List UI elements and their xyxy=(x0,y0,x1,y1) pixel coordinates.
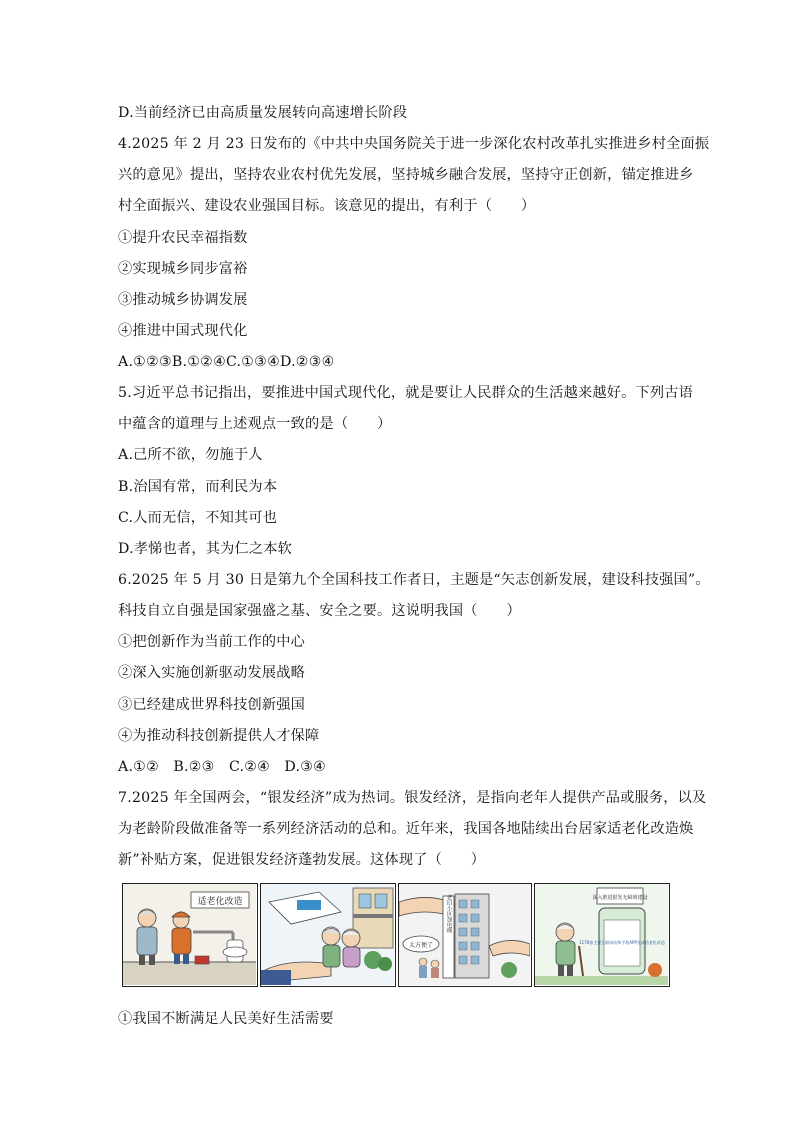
q6-statement-3: ③已经建成世界科技创新强国 xyxy=(118,697,306,713)
renovation-illustration xyxy=(123,884,256,985)
q5-option-a: A.己所不欲，勿施于人 xyxy=(118,447,263,463)
q4-statement-4: ④推进中国式现代化 xyxy=(118,323,248,339)
option-d-q3: D.当前经济已由高质量发展转向高速增长阶段 xyxy=(118,105,408,121)
q5-option-c: C.人而无信，不知其可也 xyxy=(118,510,278,526)
app-illustration xyxy=(535,884,668,985)
q5-option-d: D.孝悌也者，其为仁之本软 xyxy=(118,541,293,557)
question-6-stem-line1: 6.2025 年 5 月 30 日是第九个全国科技工作者日，主题是“矢志创新发展，建设科技强国”。 xyxy=(118,572,710,588)
panel4-sign-text: 深入推进银发无障碍建设 xyxy=(592,895,648,901)
question-5-stem-line2: 中蕴含的道理与上述观点一致的是（ ） xyxy=(118,416,392,432)
comic-panel-app xyxy=(534,883,670,987)
q4-statement-1: ①提升农民幸福指数 xyxy=(118,230,248,246)
q6-options: A.①② B.②③ C.②④ D.③④ xyxy=(118,759,327,775)
q6-statement-1: ①把创新作为当前工作的中心 xyxy=(118,634,306,650)
home-illustration xyxy=(261,884,394,985)
q6-statement-2: ②深入实施创新驱动发展战略 xyxy=(118,665,306,681)
question-7-stem-line3: 新”补贴方案，促进银发经济蓬勃发展。这体现了（ ） xyxy=(118,852,486,868)
q6-statement-4: ④为推动科技创新提供人才保障 xyxy=(118,728,320,744)
comic-panel-renovation xyxy=(122,883,258,987)
comic-panel-elevator xyxy=(398,883,532,987)
question-4-stem-line1: 4.2025 年 2 月 23 日发布的《中共中央国务院关于进一步深化农村改革扎实推进乡村全面振 xyxy=(118,136,710,152)
elevator-illustration xyxy=(399,884,530,985)
panel4-phone-text: 1170家主要互联网站和手机APP完成适老化改造 xyxy=(579,940,665,945)
panel1-sign-text: 适老化改造 xyxy=(197,897,243,907)
comic-strip xyxy=(122,883,670,989)
q4-options: A.①②③B.①②④C.①③④D.②③④ xyxy=(118,354,335,370)
question-7-stem-line1: 7.2025 年全国两会，“银发经济”成为热词。银发经济，是指向老年人提供产品或服务，以及 xyxy=(118,790,707,806)
panel3-building-text: 老旧小区加电梯 xyxy=(445,894,452,934)
comic-panel-home xyxy=(260,883,396,987)
question-4-stem-line2: 兴的意见》提出，坚持农业农村优先发展，坚持城乡融合发展，坚持守正创新，锚定推进乡 xyxy=(118,167,694,183)
panel3-speech-text: 太方便了 xyxy=(408,942,434,949)
q7-statement-1: ①我国不断满足人民美好生活需要 xyxy=(118,1011,334,1027)
question-7-stem-line2: 为老龄阶段做准备等一系列经济活动的总和。近年来，我国各地陆续出台居家适老化改造焕 xyxy=(118,821,694,837)
question-4-stem-line3: 村全面振兴、建设农业强国目标。该意见的提出，有利于（ ） xyxy=(118,198,536,214)
question-6-stem-line2: 科技自立自强是国家强盛之基、安全之要。这说明我国（ ） xyxy=(118,603,521,619)
q4-statement-3: ③推动城乡协调发展 xyxy=(118,292,248,308)
question-5-stem-line1: 5.习近平总书记指出，要推进中国式现代化，就是要让人民群众的生活越来越好。下列古语 xyxy=(118,385,694,401)
q4-statement-2: ②实现城乡同步富裕 xyxy=(118,261,248,277)
q5-option-b: B.治国有常，而利民为本 xyxy=(118,479,278,495)
